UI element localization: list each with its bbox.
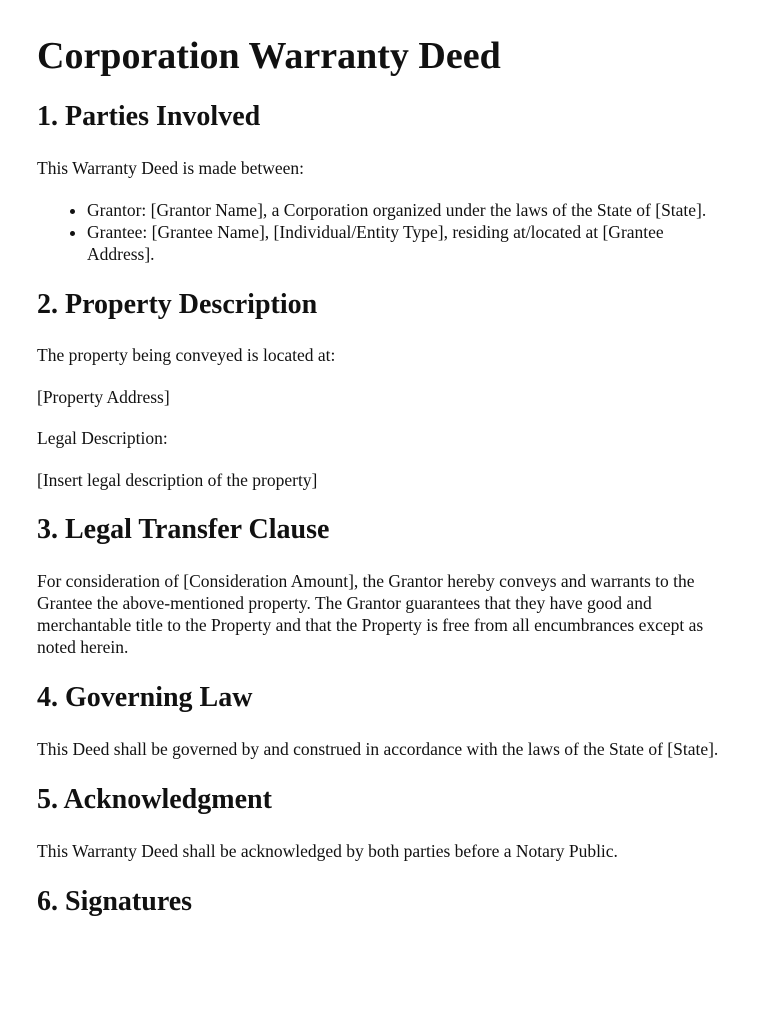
section-heading-parties: 1. Parties Involved — [37, 101, 261, 132]
list-item-grantor: • Grantor: [Grantor Name], a Corporation organized under the laws of the State of [State]. — [87, 199, 733, 221]
section-signatures — [37, 886, 733, 918]
section-heading-transfer: 3. Legal Transfer Clause — [37, 513, 330, 545]
section-parties — [37, 101, 733, 265]
legal-description-label: Legal Description: — [37, 428, 168, 449]
section-property — [37, 289, 733, 491]
property-address: [Property Address] — [37, 386, 170, 407]
transfer-clause-text: For consideration of [Consideration Amount], the Grantor hereby conveys and warrants to the Grantee the above-mentioned property. The Grantor guarantees that they have good and merchantable title to the Property and that the Property is free from all encumbrances except as noted herein. — [37, 570, 704, 657]
property-intro: The property being conveyed is located at: — [37, 345, 336, 365]
list-item-grantee: • Grantee: [Grantee Name], [Individual/Entity Type], residing at/located at [Grantee Address]. — [87, 221, 733, 265]
section-heading-signatures: 6. Signatures — [37, 885, 193, 917]
legal-description-text: [Insert legal description of the property] — [37, 469, 318, 490]
governing-law-text: This Deed shall be governed by and construed in accordance with the laws of the State of [State]. — [37, 738, 719, 759]
acknowledgment-text: This Warranty Deed shall be acknowledged by both parties before a Notary Public. — [37, 840, 618, 861]
section-governing-law — [37, 682, 733, 760]
parties-intro: This Warranty Deed is made between: — [37, 158, 304, 178]
document-title: Corporation Warranty Deed — [37, 35, 501, 77]
section-acknowledgment — [37, 784, 733, 862]
section-heading-governing-law: 4. Governing Law — [37, 681, 253, 713]
parties-list — [37, 199, 733, 265]
section-transfer — [37, 514, 733, 658]
section-heading-property: 2. Property Description — [37, 289, 318, 320]
section-heading-acknowledgment: 5. Acknowledgment — [37, 783, 272, 815]
